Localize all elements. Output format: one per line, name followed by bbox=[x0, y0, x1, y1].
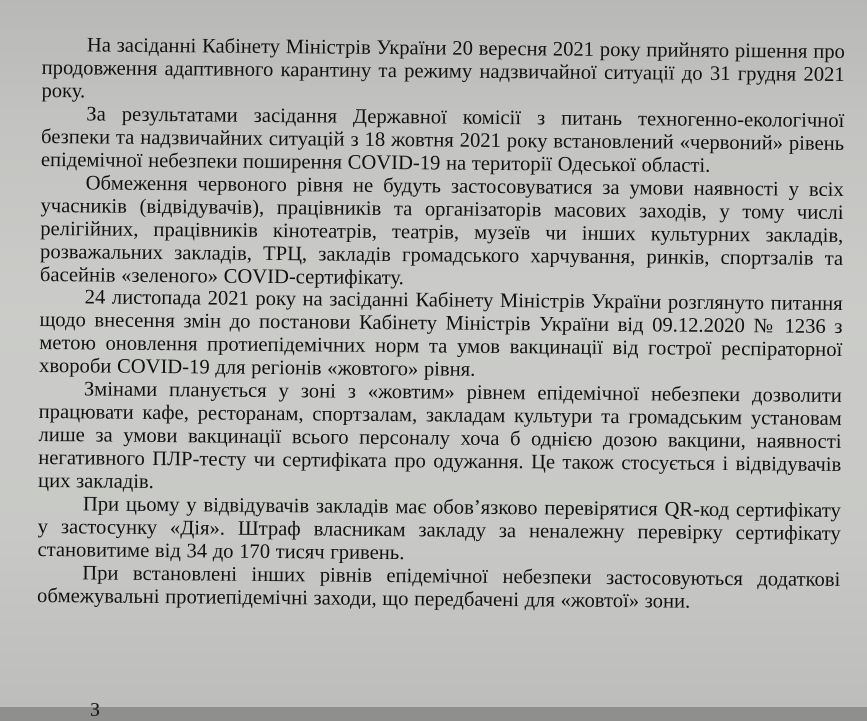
paragraph-resolution-changes: 24 листопада 2021 року на засіданні Кабінету Міністрів України розглянуто питання щодо внесення змін до постанови Кабінету Міністрів України від 09.12.2020 № 1236 з метою оновлення протиепідемічних норм та умов вакцинації від гострої респіраторної хвороби COVID-19 для регіонів «жовтого» рівня. bbox=[39, 286, 843, 382]
paragraph-yellow-zone-rules: Змінами планується у зоні з «жовтим» рівнем епідемічної небезпеки дозволити працювати кафе, ресторанам, спортзалам, закладам культури та громадським установам лише за умови вакцинації всього персоналу хоча б однією дозою вакцини, наявності негативного ПЛР-тесту чи сертифіката про одужання. Це також стосується і відвідувачів цих закладів. bbox=[38, 378, 842, 494]
paragraph-red-level: За результатами засідання Державної комісії з питань техногенно-екологічної безпеки та надзвичайних ситуацій з 18 жовтня 2021 року встановлений «червоний» рівень епідемічної небезпеки поширення COVID-19 на території Одеської області. bbox=[40, 103, 845, 177]
paragraph-cabinet-decision: На засіданні Кабінету Міністрів України 20 вересня 2021 року прийнято рішення про продовження адаптивного карантину та режиму надзвичайної ситуації до 31 грудня 2021 року. bbox=[41, 34, 845, 103]
paragraph-green-certificate: Обмеження червоного рівня не будуть застосовуватися за умови наявності у всіх учасників (відвідувачів), працівників та організаторів масових заходів, у тому числі релігійних, працівників кінотеатрів, театрів, музеїв чи інших культурних закладів, розважальних закладів, ТРЦ, закладів громадського харчування, ринків, спортзалів та басейнів «зеленого» COVID-сертифікату. bbox=[39, 172, 844, 289]
paragraph-qr-check: При цьому у відвідувачів закладів має обов’язково перевірятися QR-код сертифікату у застосунку «Дія». Штраф власникам закладу за неналежну перевірку сертифікату становитиме від 34 до 170 тисяч гривень. bbox=[37, 493, 841, 565]
paragraph-other-levels: При встановлені інших рівнів епідемічної небезпеки застосовуються додаткові обмежувальні протиепідемічні заходи, що передбачені для «жовтої» зони. bbox=[37, 562, 841, 613]
cut-off-line: З bbox=[90, 699, 101, 721]
document-body bbox=[37, 34, 845, 615]
